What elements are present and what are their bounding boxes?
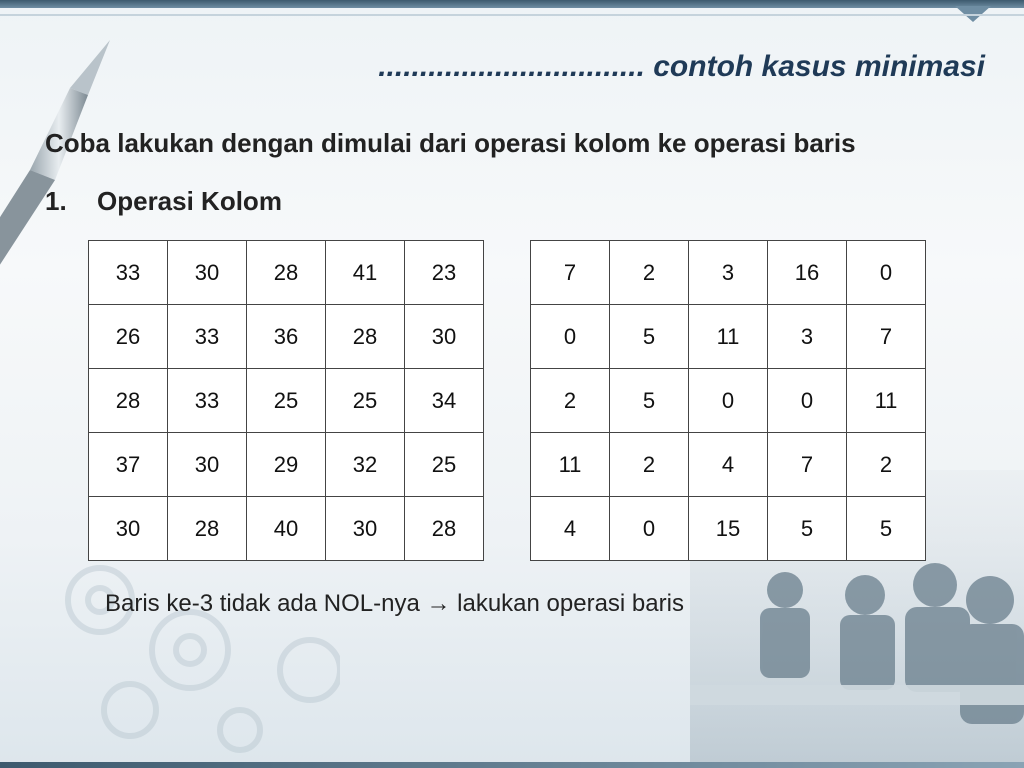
table-cell: 33 xyxy=(89,241,168,305)
gears-icon xyxy=(40,540,340,760)
intro-text: Coba lakukan dengan dimulai dari operasi kolom ke operasi baris xyxy=(45,128,856,158)
table-cell: 28 xyxy=(326,305,405,369)
table-cell: 30 xyxy=(405,305,484,369)
table-cell: 0 xyxy=(610,497,689,561)
cost-matrix-table xyxy=(88,240,484,561)
table-cell: 0 xyxy=(847,241,926,305)
table-cell: 4 xyxy=(689,433,768,497)
table-row xyxy=(531,305,926,369)
table-cell: 11 xyxy=(689,305,768,369)
table-cell: 36 xyxy=(247,305,326,369)
top-accent-bar xyxy=(0,0,1024,8)
table-row xyxy=(531,497,926,561)
table-cell: 0 xyxy=(768,369,847,433)
table-cell: 5 xyxy=(610,369,689,433)
table-cell: 7 xyxy=(768,433,847,497)
table-cell: 25 xyxy=(405,433,484,497)
table-cell: 2 xyxy=(847,433,926,497)
table-cell: 23 xyxy=(405,241,484,305)
table-row xyxy=(89,369,484,433)
table-cell: 32 xyxy=(326,433,405,497)
table-cell: 33 xyxy=(168,369,247,433)
table-cell: 5 xyxy=(610,305,689,369)
table-cell: 37 xyxy=(89,433,168,497)
table-cell: 5 xyxy=(768,497,847,561)
slide-title: ................................ contoh kasus minimasi xyxy=(378,50,985,83)
list-number: 1. xyxy=(45,186,67,216)
table-cell: 30 xyxy=(326,497,405,561)
table-row xyxy=(89,305,484,369)
table-cell: 0 xyxy=(689,369,768,433)
table-cell: 5 xyxy=(847,497,926,561)
table-cell: 11 xyxy=(847,369,926,433)
table-cell: 29 xyxy=(247,433,326,497)
table-cell: 7 xyxy=(531,241,610,305)
table-cell: 15 xyxy=(689,497,768,561)
table-cell: 33 xyxy=(168,305,247,369)
table-cell: 28 xyxy=(405,497,484,561)
table-cell: 28 xyxy=(168,497,247,561)
table-cell: 2 xyxy=(610,241,689,305)
table-cell: 3 xyxy=(768,305,847,369)
table-cell: 41 xyxy=(326,241,405,305)
table-cell: 11 xyxy=(531,433,610,497)
table-row xyxy=(531,369,926,433)
table-cell: 16 xyxy=(768,241,847,305)
top-divider-line xyxy=(0,14,1024,16)
list-label: Operasi Kolom xyxy=(97,186,282,216)
table-row xyxy=(89,433,484,497)
table-cell: 30 xyxy=(168,433,247,497)
list-item-operasi-kolom xyxy=(45,186,282,217)
reduced-matrix-table xyxy=(530,240,926,561)
table-row xyxy=(531,433,926,497)
table-row xyxy=(89,497,484,561)
table-cell: 2 xyxy=(610,433,689,497)
table-cell: 0 xyxy=(531,305,610,369)
note-text: Baris ke-3 tidak ada NOL-nya → lakukan operasi baris xyxy=(105,590,684,617)
table-cell: 25 xyxy=(326,369,405,433)
table-cell: 4 xyxy=(531,497,610,561)
bottom-accent-bar xyxy=(0,762,1024,768)
table-cell: 30 xyxy=(89,497,168,561)
table-cell: 26 xyxy=(89,305,168,369)
table-cell: 40 xyxy=(247,497,326,561)
table-row xyxy=(89,241,484,305)
table-cell: 2 xyxy=(531,369,610,433)
table-cell: 3 xyxy=(689,241,768,305)
table-cell: 7 xyxy=(847,305,926,369)
table-row xyxy=(531,241,926,305)
table-cell: 30 xyxy=(168,241,247,305)
table-cell: 28 xyxy=(89,369,168,433)
table-cell: 28 xyxy=(247,241,326,305)
table-cell: 34 xyxy=(405,369,484,433)
table-cell: 25 xyxy=(247,369,326,433)
